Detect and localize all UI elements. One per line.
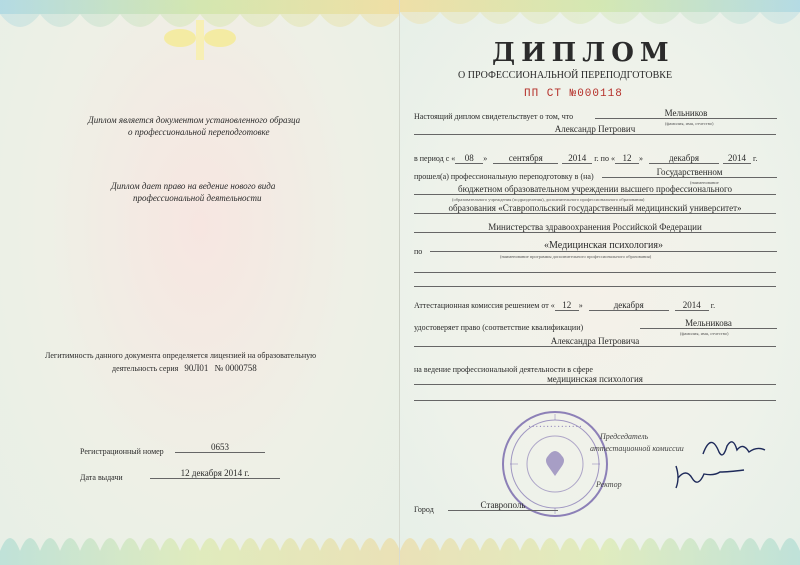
org-line1: Государственном [602,167,777,178]
program-caption: (наименование программы дополнительного профессионального образования) [500,254,652,259]
issue-date: 12 декабря 2014 г. [150,468,280,479]
org-line4: Министерства здравоохранения Российской Федерации [414,222,776,233]
period-from-day: 08 [455,153,483,164]
rector-signature [670,460,750,494]
field-blank-line [414,390,776,401]
period-to-day: 12 [615,153,639,164]
field-text: на ведение профессиональной деятельности в сфере [414,365,593,374]
org-line2: бюджетном образовательном учреждении высшего профессионального [414,184,776,195]
license-series-label: деятельность серия [112,364,179,373]
cert-text: Настоящий диплом свидетельствует о том, что [414,112,574,121]
attestation-prefix: Аттестационная комиссия решением от « [414,301,555,310]
legitimacy-line1: Легитимность данного документа определяется лицензией на образовательную [45,351,317,360]
program-blank-line [414,262,776,273]
org-caption2: (образовательного учреждения (подразделения), дополнительного профессионального образования) [452,197,645,202]
left-text-line4: профессиональной деятельности [133,193,262,203]
diploma-serial: ПП СТ №000118 [524,88,623,100]
period-prefix: в период с « [414,154,456,163]
period-year-suffix: г. [752,154,758,163]
chair-signature [698,424,768,464]
license-number: № 0000758 [214,363,257,373]
left-text-line2: о профессиональной переподготовке [128,127,270,137]
chair-label2: аттестационной комиссии [590,444,684,453]
decorative-border-bottom-right [400,505,800,565]
decorative-border-top [0,0,400,60]
org-line3: образования «Ставропольский государственный медицинский университет» [414,203,776,214]
right-page [400,0,800,565]
qualification-caption: (фамилия, имя, отчество) [680,331,729,336]
reg-number-label: Регистрационный номер [80,447,164,456]
diploma-title: ДИПЛОМ [492,38,675,68]
field-name: медицинская психология [414,374,776,385]
program-blank-line2 [414,276,776,287]
rector-label: Ректор [596,480,622,489]
period-from-month: сентября [493,153,558,164]
reg-number: 0653 [175,442,265,453]
org-caption: (наименование [690,180,719,185]
chair-label1: Председатель [600,432,649,441]
issue-date-label: Дата выдачи [80,473,123,482]
holder-surname: Мельников [595,108,777,119]
diploma-subtitle: О ПРОФЕССИОНАЛЬНОЙ ПЕРЕПОДГОТОВКЕ [458,70,673,81]
period-from-year: 2014 [562,153,592,164]
passed-text: прошел(а) профессиональную переподготовку в (на) [414,172,594,181]
svg-text:• • • • • • • • • • • • • • •: • • • • • • • • • • • • • • • [528,424,582,429]
attestation-year: 2014 [675,300,709,311]
program-name: «Медицинская психология» [430,240,777,252]
left-text-line3: Диплом дает право на ведение нового вида [111,181,276,191]
period-to-prefix: г. по « [594,154,615,163]
qualification-name: Александра Петровича [414,336,776,347]
attestation-month: декабря [589,300,669,311]
qualification-surname: Мельникова [640,318,777,329]
right-text: удостоверяет право (соответствие квалификации) [414,323,584,332]
period-to-year: 2014 [723,153,751,164]
attestation-line: Аттестационная комиссия решением от « 12 » декабря 2014 г. [414,300,716,310]
program-prefix: по [414,247,423,256]
license-series: 90Л01 [184,363,209,373]
period-to-month: декабря [649,153,719,164]
decorative-border-bottom [0,505,400,565]
left-text-line1: Диплом является документом установленного образца [88,115,301,125]
fio-caption: (фамилия, имя, отчество) [665,121,714,126]
city-label: Город [414,505,434,514]
city-name: Ставрополь [448,500,558,511]
period-line: в период с « 08 » сентября 2014 г. по « 12 » декабря 2014 г. [414,153,758,163]
attestation-suffix: г. [710,301,716,310]
holder-name: Александр Петрович [414,124,776,135]
legitimacy-line2 [112,363,257,373]
attestation-day: 12 [555,300,579,311]
